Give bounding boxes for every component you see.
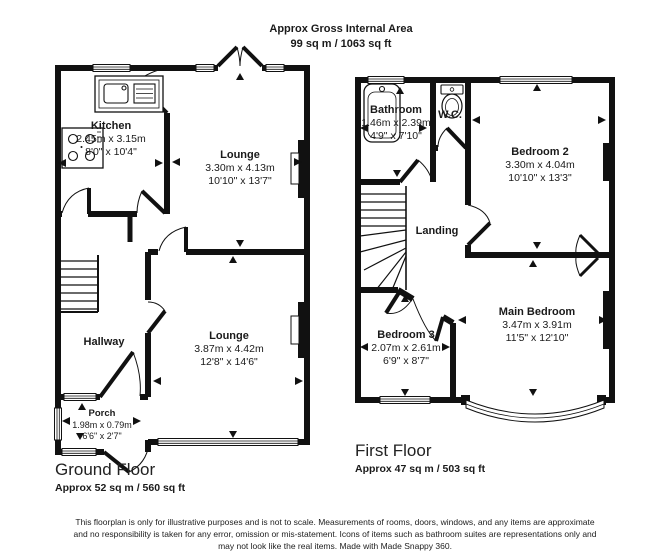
kitchen-hallway-door [62, 188, 89, 214]
bathroom-label: Bathroom 1.46m x 2.39m 4'9" x 7'10" [361, 104, 431, 143]
kitchen-window [93, 65, 130, 72]
lounge-dividing-door [159, 227, 186, 252]
porch-label: Porch 1.98m x 0.79m 6'6" x 2'7" [72, 408, 132, 441]
bedroom3-label: Bedroom 3 2.07m x 2.61m 6'9" x 8'7" [371, 329, 441, 368]
disclaimer-line2: and no responsibility is taken for any error, omission or mis-statement. Icons of items such as bathroom suites are representations only and [73, 528, 597, 539]
bedroom3-window [380, 397, 430, 404]
lounge-front-bay-window [158, 439, 298, 446]
main-bedroom-bay-window [461, 395, 606, 422]
first-floor-stairs [360, 186, 406, 290]
disclaimer-line1: This floorplan is only for illustrative purposes and is not to scale. Measurements of rooms, doors, windows, and any items are approximate [75, 517, 595, 527]
ground-floor-area: Approx 52 sq m / 560 sq ft [55, 482, 186, 494]
rear-lounge-door [148, 302, 165, 333]
header-line2: 99 sq m / 1063 sq ft [290, 37, 392, 50]
bathroom-window [368, 77, 404, 84]
landing-label: Landing [415, 225, 459, 237]
sink-icon [95, 76, 163, 112]
bathroom-door [400, 160, 432, 182]
first-floor-area: Approx 47 sq m / 503 sq ft [355, 463, 486, 475]
wc-door [438, 128, 466, 148]
first-floor-title: First Floor [355, 441, 432, 460]
lounge-front-label: Lounge 3.30m x 4.13m 10'10" x 13'7" [205, 149, 275, 188]
gross-internal-area-header [269, 22, 412, 52]
hallway-porch-door [100, 352, 140, 397]
disclaimer [74, 517, 597, 553]
kitchen-label: Kitchen 2.45m x 3.15m 8'0" x 10'4" [76, 120, 146, 159]
french-doors [218, 47, 262, 66]
main-bedroom-label: Main Bedroom 3.47m x 3.91m 11'5" x 12'10" [498, 306, 576, 345]
disclaimer-line3: may not look like the real items. Made with Made Snappy 360. [218, 540, 452, 551]
ground-floor-stairs [60, 255, 98, 312]
ground-floor-title: Ground Floor [55, 460, 156, 479]
front-lounge-door [137, 191, 165, 213]
wc-label: W.C. [438, 109, 462, 121]
bedroom2-label: Bedroom 2 3.30m x 4.04m 10'10" x 13'3" [505, 146, 575, 185]
lounge-rear-label: Lounge 3.87m x 4.42m 12'8" x 14'6" [194, 330, 264, 369]
bedroom2-window [500, 77, 572, 84]
hallway-label: Hallway [83, 336, 125, 348]
bedroom2-door [468, 205, 490, 245]
header-line1: Approx Gross Internal Area [269, 23, 413, 35]
